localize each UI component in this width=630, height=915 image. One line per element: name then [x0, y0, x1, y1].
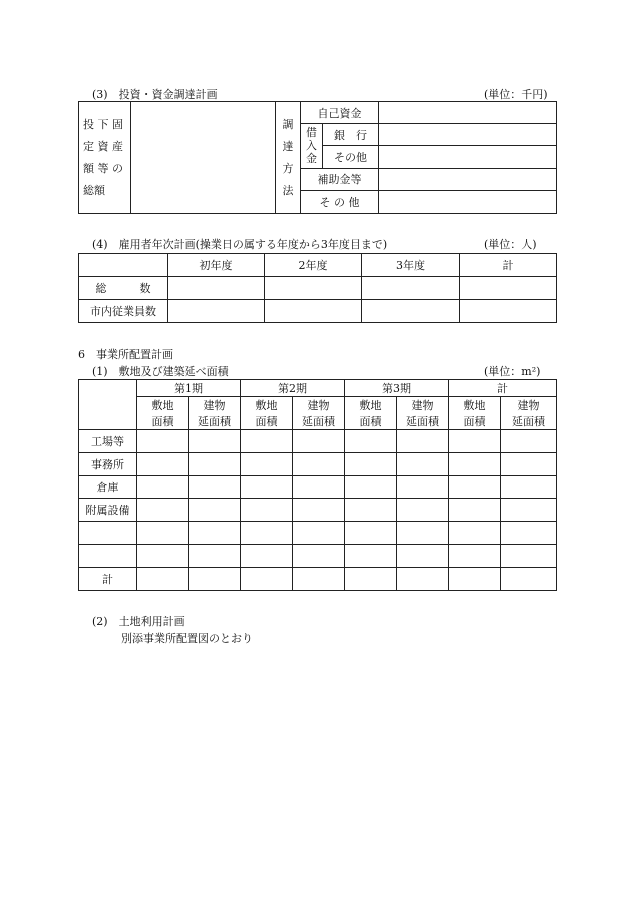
investment-table — [78, 101, 557, 214]
subcol-row: 敷地 面積 建物 延面積 敷地 面積 建物 延面積 敷地 面積 建物 延面積 敷地 面積 建物 延面積 — [79, 397, 557, 430]
cell[interactable] — [501, 476, 557, 499]
table-row — [79, 476, 557, 499]
cell[interactable] — [397, 453, 449, 476]
cell[interactable] — [241, 522, 293, 545]
table-row — [79, 453, 557, 476]
cell[interactable] — [345, 522, 397, 545]
subsidy-label: 補助金等 — [301, 168, 379, 190]
bank-label: 銀 行 — [323, 124, 379, 146]
row-label — [79, 545, 137, 568]
row-label — [79, 522, 137, 545]
row-label: 計 — [79, 568, 137, 591]
sec6-sub1-heading: (1) 敷地及び建築延べ面積 — [92, 365, 229, 378]
sec3-heading: (3) 投資・資金調達計画 — [92, 88, 218, 101]
sec6-heading: 6 事業所配置計画 — [78, 348, 173, 361]
table-row — [79, 568, 557, 591]
row-total-label: 総 数 — [79, 277, 168, 300]
cell[interactable] — [449, 453, 501, 476]
cell[interactable] — [293, 545, 345, 568]
cell[interactable] — [189, 499, 241, 522]
own-funds-value[interactable] — [379, 102, 557, 124]
table-row — [79, 430, 557, 453]
employment-table — [78, 253, 557, 323]
other-borrow-value[interactable] — [379, 146, 557, 168]
cell[interactable] — [137, 568, 189, 591]
cell[interactable] — [449, 568, 501, 591]
cell[interactable] — [241, 568, 293, 591]
corner-cell — [79, 254, 168, 277]
area-table — [78, 379, 557, 591]
cell[interactable] — [449, 522, 501, 545]
sec6-sub2-text: 別添事業所配置図のとおり — [121, 632, 253, 645]
cell[interactable] — [241, 430, 293, 453]
cell[interactable] — [293, 499, 345, 522]
cell[interactable] — [397, 499, 449, 522]
method-label: 調 達 方 法 — [276, 102, 301, 214]
table-row — [79, 545, 557, 568]
cell[interactable] — [501, 499, 557, 522]
other-label: そ の 他 — [301, 190, 379, 213]
cell[interactable] — [189, 522, 241, 545]
cell[interactable] — [449, 499, 501, 522]
period-3: 第3期 — [345, 380, 449, 397]
cell[interactable] — [345, 476, 397, 499]
cell[interactable] — [501, 430, 557, 453]
cell[interactable] — [449, 476, 501, 499]
other-value[interactable] — [379, 190, 557, 213]
cell[interactable] — [397, 545, 449, 568]
cell[interactable] — [362, 300, 460, 323]
cell[interactable] — [265, 277, 362, 300]
cell[interactable] — [137, 499, 189, 522]
cell[interactable] — [345, 430, 397, 453]
table-row — [79, 499, 557, 522]
cell[interactable] — [189, 545, 241, 568]
cell[interactable] — [293, 430, 345, 453]
cell[interactable] — [241, 499, 293, 522]
row-label: 倉庫 — [79, 476, 137, 499]
cell[interactable] — [168, 300, 265, 323]
cell[interactable] — [189, 568, 241, 591]
cell[interactable] — [449, 430, 501, 453]
sec4-unit: (単位：人) — [484, 238, 537, 251]
row-local-label: 市内従業員数 — [79, 300, 168, 323]
cell[interactable] — [137, 430, 189, 453]
cell[interactable] — [501, 568, 557, 591]
cell[interactable] — [265, 300, 362, 323]
period-total: 計 — [449, 380, 557, 397]
cell[interactable] — [362, 277, 460, 300]
col-year2: 2年度 — [265, 254, 362, 277]
cell[interactable] — [168, 277, 265, 300]
col-total: 計 — [460, 254, 557, 277]
row-label: 附属設備 — [79, 499, 137, 522]
period-1: 第1期 — [137, 380, 241, 397]
subsidy-value[interactable] — [379, 168, 557, 190]
period-2: 第2期 — [241, 380, 345, 397]
cell[interactable] — [397, 476, 449, 499]
cell[interactable] — [501, 522, 557, 545]
row-label: 工場等 — [79, 430, 137, 453]
cell[interactable] — [189, 430, 241, 453]
table-row — [79, 522, 557, 545]
cell[interactable] — [241, 476, 293, 499]
col-year3: 3年度 — [362, 254, 460, 277]
corner-cell — [79, 380, 137, 430]
borrow-label: 借 入 金 — [301, 124, 323, 168]
other-borrow-label: その他 — [323, 146, 379, 168]
cell[interactable] — [137, 453, 189, 476]
cell[interactable] — [397, 568, 449, 591]
cell[interactable] — [397, 522, 449, 545]
cell[interactable] — [241, 545, 293, 568]
cell[interactable] — [449, 545, 501, 568]
cell[interactable] — [345, 568, 397, 591]
cell[interactable] — [241, 453, 293, 476]
cell[interactable] — [345, 545, 397, 568]
cell[interactable] — [345, 499, 397, 522]
col-year1: 初年度 — [168, 254, 265, 277]
sec3-unit: (単位：千円) — [484, 88, 548, 101]
sec6-sub2-heading: (2) 土地利用計画 — [92, 615, 185, 628]
cell[interactable] — [293, 522, 345, 545]
row-label: 事務所 — [79, 453, 137, 476]
cell[interactable] — [293, 453, 345, 476]
cell[interactable] — [293, 568, 345, 591]
cell[interactable] — [293, 476, 345, 499]
fixed-assets-value-cell[interactable] — [131, 102, 276, 214]
bank-value[interactable] — [379, 124, 557, 146]
cell[interactable] — [189, 453, 241, 476]
cell[interactable] — [345, 453, 397, 476]
own-funds-label: 自己資金 — [301, 102, 379, 124]
cell[interactable] — [137, 522, 189, 545]
cell[interactable] — [137, 545, 189, 568]
cell[interactable] — [460, 277, 557, 300]
cell[interactable] — [501, 545, 557, 568]
sec6-unit: (単位：m²) — [484, 365, 541, 378]
cell[interactable] — [189, 476, 241, 499]
fixed-assets-label: 投 下 固 定 資 産 額 等 の 総額 — [79, 102, 131, 214]
cell[interactable] — [137, 476, 189, 499]
sec4-heading: (4) 雇用者年次計画(操業日の属する年度から3年度目まで) — [92, 238, 388, 251]
cell[interactable] — [460, 300, 557, 323]
cell[interactable] — [501, 453, 557, 476]
cell[interactable] — [397, 430, 449, 453]
